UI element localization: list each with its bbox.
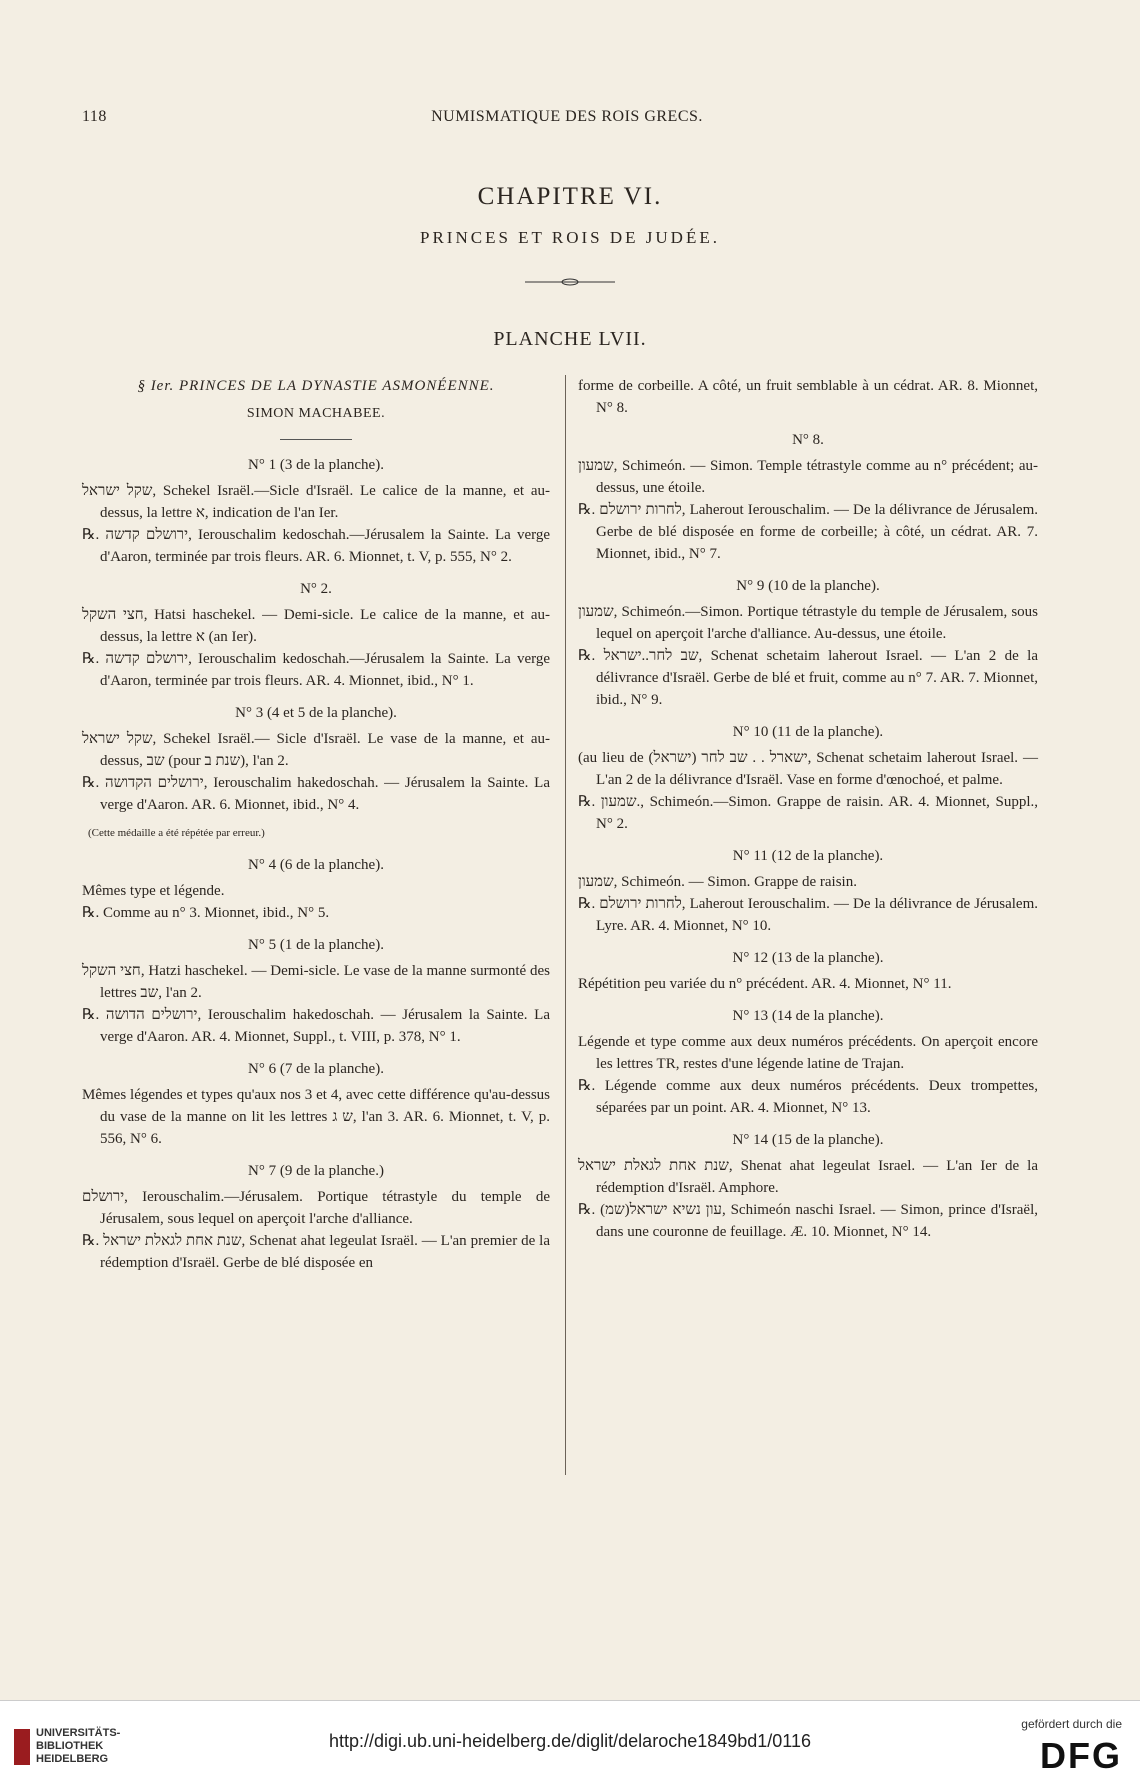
person-heading: SIMON MACHABEE. [246, 406, 386, 421]
entry-text: ℞. (שמ)עון נשיא ישראל, Schimeón naschi Israel. — Simon, prince d'Israël, dans une couronne de feuillage. Æ. 10. Mionnet, N° 14. [578, 1202, 1038, 1240]
entry-text: ℞. שנת אחת לגאלת ישראל, Schenat ahat legeulat Israël. — L'an premier de la rédemption d'Israël. Gerbe de blé disposée en [82, 1233, 550, 1271]
entry-note: (Cette médaille a été répétée par erreur.) [88, 827, 265, 839]
entry-number: N° 8. [792, 432, 824, 448]
entry-text: ℞. Comme au n° 3. Mionnet, ibid., N° 5. [82, 905, 330, 921]
entry-text: ℞. שמעון., Schimeón.—Simon. Grappe de raisin. AR. 4. Mionnet, Suppl., N° 2. [578, 794, 1038, 832]
entry-text: שנת אחת לגאלת ישראל, Shenat ahat legeulat Israel. — L'an Ier de la rédemption d'Israël. Amphore. [578, 1158, 1038, 1196]
entry-text: שמעון, Schimeón. — Simon. Temple tétrastyle comme au n° précédent; au-dessus, une étoile. [578, 458, 1038, 496]
entry-number: N° 4 (6 de la planche). [248, 857, 384, 873]
entry-number: N° 9 (10 de la planche). [736, 578, 880, 594]
entry-text: Mêmes légendes et types qu'aux nos 3 et 4, avec cette différence qu'au-dessus du vase de la manne on lit les lettres ש ג, l'an 3. AR. 6. Mionnet, t. V, p. 556, N° 6. [82, 1087, 550, 1147]
section-heading: § Ier. PRINCES DE LA DYNASTIE ASMONÉENNE. [137, 378, 495, 394]
entry-text: ℞. ירושלם קדשה, Ierouschalim kedoschah.—Jérusalem la Sainte. La verge d'Aaron, terminée par trois fleurs. AR. 4. Mionnet, ibid., N° 1. [82, 651, 550, 689]
entry-text: שקל ישראל, Schekel Israël.— Sicle d'Israël. Le vase de la manne, et au-dessus, שב (pour שנת ב), l'an 2. [82, 731, 550, 769]
continued-text: forme de corbeille. A côté, un fruit semblable à un cédrat. AR. 8. Mionnet, N° 8. [578, 378, 1038, 416]
permalink-url[interactable]: http://digi.ub.uni-heidelberg.de/diglit/delaroche1849bd1/0116 [328, 1731, 812, 1751]
entry-text: שקל ישראל, Schekel Israël.—Sicle d'Israël. Le calice de la manne, et au-dessus, la lettre א, indication de l'an Ier. [82, 483, 551, 521]
entry-number: N° 7 (9 de la planche.) [248, 1163, 384, 1179]
page-number: 118 [82, 108, 107, 125]
entry-text: ℞. לחרות ירושלם, Laherout Ierouschalim. — De la délivrance de Jérusalem. Lyre. AR. 4. Mionnet, N° 10. [578, 896, 1038, 934]
left-entries [82, 454, 550, 1274]
entry-text: Mêmes type et légende. [82, 883, 225, 899]
entry-number: N° 6 (7 de la planche). [248, 1061, 384, 1077]
viewer-footer [0, 1700, 1140, 1787]
left-column [82, 375, 550, 1274]
entry-number: N° 13 (14 de la planche). [732, 1008, 884, 1024]
entry-text: Légende et type comme aux deux numéros précédents. On aperçoit encore les lettres TR, restes d'une légende latine de Trajan. [578, 1034, 1038, 1072]
running-title: NUMISMATIQUE DES ROIS GRECS. [431, 108, 703, 125]
entry-text: שמעון, Schimeón.—Simon. Portique tétrastyle du temple de Jérusalem, sous lequel on aperçoit l'arche d'alliance. Au-dessus, une étoile. [578, 604, 1038, 642]
entry-text: ℞. לחרות ירושלם, Laherout Ierouschalim. — De la délivrance de Jérusalem. Gerbe de blé disposée en forme de corbeille; à côté, un cédrat. AR. 7. Mionnet, ibid., N° 7. [578, 502, 1038, 562]
entry-text: חצי השקל, Hatsi haschekel. — Demi-sicle. Le calice de la manne, et au-dessus, la lettre א (an Ier). [82, 607, 550, 645]
column-divider [565, 375, 566, 1475]
entry-number: N° 14 (15 de la planche). [732, 1132, 884, 1148]
entry-number: N° 3 (4 et 5 de la planche). [235, 705, 397, 721]
right-entries [578, 429, 1038, 1243]
entry-number: N° 5 (1 de la planche). [248, 937, 384, 953]
entry-text: שמעון, Schimeón. — Simon. Grappe de raisin. [578, 874, 857, 890]
entry-text: ℞. שב לחר..ישראל, Schenat schetaim laherout Israel. — L'an 2 de la délivrance d'Israël. Gerbe de blé et fruit, comme au n° 7. AR. 7. Mionnet, ibid., N° 9. [578, 648, 1038, 708]
entry-number: N° 12 (13 de la planche). [732, 950, 884, 966]
right-column [578, 375, 1038, 1243]
entry-text: (au lieu de (ישראל) ישארל . . שב לחר, Schenat schetaim laherout Israel. — L'an 2 de la délivrance d'Israël. Vase en forme d'œnochoé, et palme. [578, 750, 1038, 788]
short-rule [280, 439, 352, 440]
entry-number: N° 10 (11 de la planche). [732, 724, 884, 740]
chapter-subtitle: PRINCES ET ROIS DE JUDÉE. [420, 228, 720, 247]
chapter-title: CHAPITRE VI. [477, 183, 663, 210]
entry-text: ℞. Légende comme aux deux numéros précédents. Deux trompettes, séparées par un point. AR. 4. Mionnet, N° 13. [578, 1078, 1038, 1116]
entry-text: חצי השקל, Hatzi haschekel. — Demi-sicle. Le vase de la manne surmonté des lettres שב, l'an 2. [82, 963, 551, 1001]
entry-text: ℞. ירושלם קדשה, Ierouschalim kedoschah.—Jérusalem la Sainte. La verge d'Aaron, terminée par trois fleurs. AR. 6. Mionnet, t. V, p. 555, N° 2. [82, 527, 550, 565]
entry-text: Répétition peu variée du n° précédent. AR. 4. Mionnet, N° 11. [578, 976, 952, 992]
entry-text: ℞. ירושלים הקדושה, Ierouschalim hakedoschah. — Jérusalem la Sainte. La verge d'Aaron. AR. 6. Mionnet, ibid., N° 4. [82, 775, 550, 813]
entry-number: N° 2. [300, 581, 332, 597]
entry-text: ירושלם, Ierouschalim.—Jérusalem. Portique tétrastyle du temple de Jérusalem, sous lequel on aperçoit l'arche d'alliance. [82, 1189, 550, 1227]
university-name: UNIVERSITÄTS- BIBLIOTHEK HEIDELBERG [36, 1727, 121, 1765]
dfg-logo: DFG [1040, 1735, 1122, 1776]
entry-text: ℞. ירושלים הדושה, Ierouschalim hakedoschah. — Jérusalem la Sainte. La verge d'Aaron. AR. 4. Mionnet, Suppl., t. VIII, p. 378, N° 1. [82, 1007, 551, 1045]
entry-number: N° 11 (12 de la planche). [732, 848, 884, 864]
ornament-divider [525, 278, 615, 286]
plate-title: PLANCHE LVII. [493, 328, 647, 350]
funding-label: gefördert durch die [1021, 1717, 1122, 1731]
entry-number: N° 1 (3 de la planche). [248, 457, 384, 473]
